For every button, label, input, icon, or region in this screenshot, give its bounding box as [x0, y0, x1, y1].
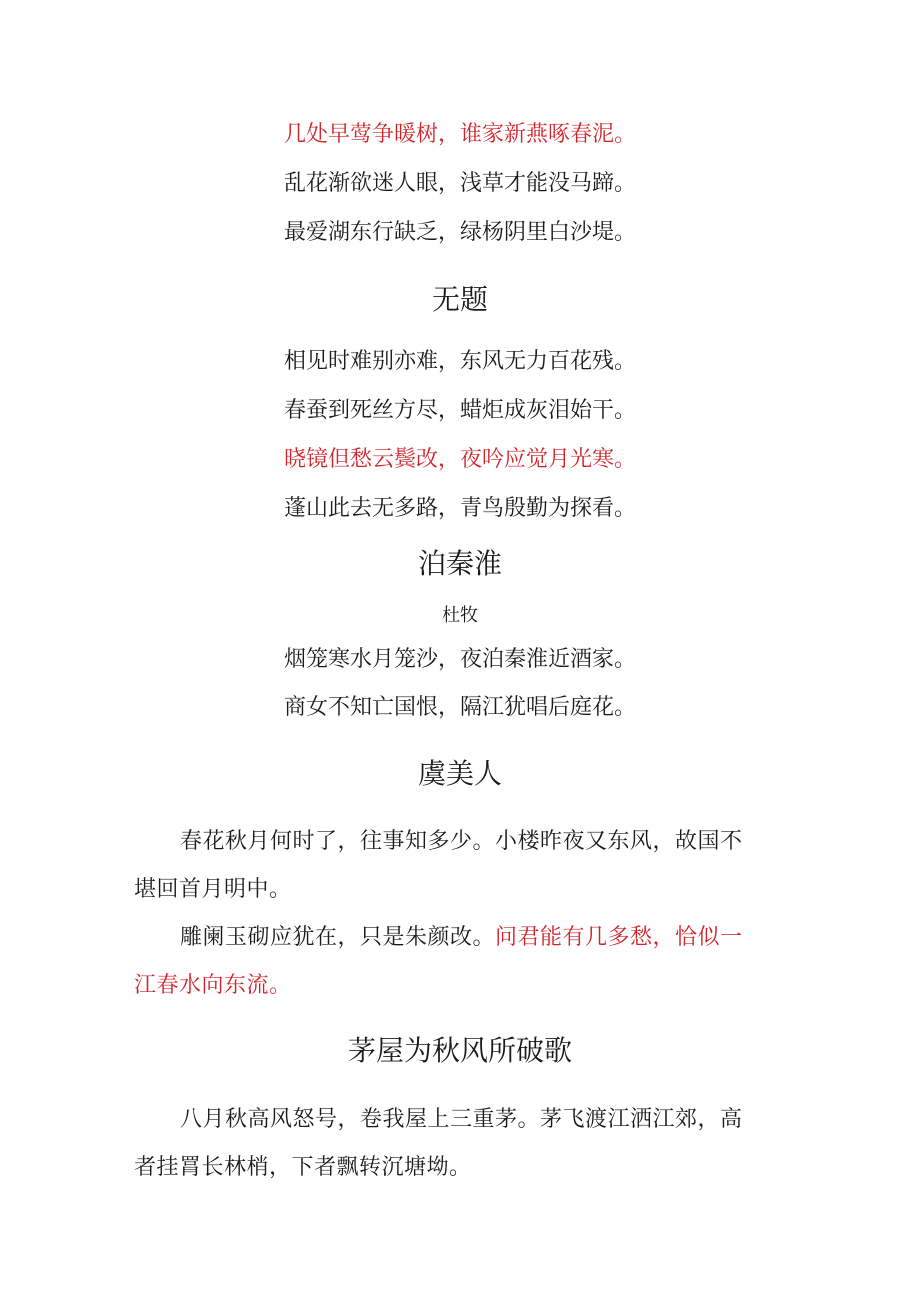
poem-line: 春蚕到死丝方尽，蜡炬成灰泪始干。: [283, 398, 636, 423]
poem-line: 蓬山此去无多路，青鸟殷勤为探看。: [283, 496, 636, 521]
poem-title: 泊秦淮: [417, 547, 502, 580]
poem-title: 无题: [431, 283, 488, 316]
poem-line: 最爱湖东行缺乏，绿杨阴里白沙堤。: [283, 220, 636, 245]
poem-line-highlighted: 晓镜但愁云鬓改，夜吟应觉月光寒。: [283, 447, 636, 472]
prose-text-highlighted: 问君能有几多愁，恰似一江春水向东流。: [134, 925, 743, 998]
prose-paragraph: [134, 914, 764, 1010]
poem-title: 茅屋为秋风所破歌: [347, 1034, 572, 1067]
poem-line: 商女不知亡国恨，隔江犹唱后庭花。: [283, 695, 636, 720]
prose-paragraph: 春花秋月何时了，往事知多少。小楼昨夜又东风，故国不堪回首月明中。: [134, 829, 743, 902]
poem-line: 相见时难别亦难，东风无力百花残。: [283, 349, 636, 374]
poem-line: 烟笼寒水月笼沙，夜泊秦淮近酒家。: [283, 647, 636, 672]
poem-line-highlighted: 几处早莺争暖树，谁家新燕啄春泥。: [283, 122, 636, 147]
prose-text: 雕阑玉砌应犹在，只是朱颜改。: [180, 925, 496, 950]
poem-author: 杜牧: [442, 605, 478, 626]
poem-line: 乱花渐欲迷人眼，浅草才能没马蹄。: [283, 171, 636, 196]
poem-title: 虞美人: [417, 757, 502, 790]
prose-paragraph: 八月秋高风怒号，卷我屋上三重茅。茅飞渡江洒江郊，高者挂罥长林梢，下者飘转沉塘坳。: [134, 1107, 743, 1180]
